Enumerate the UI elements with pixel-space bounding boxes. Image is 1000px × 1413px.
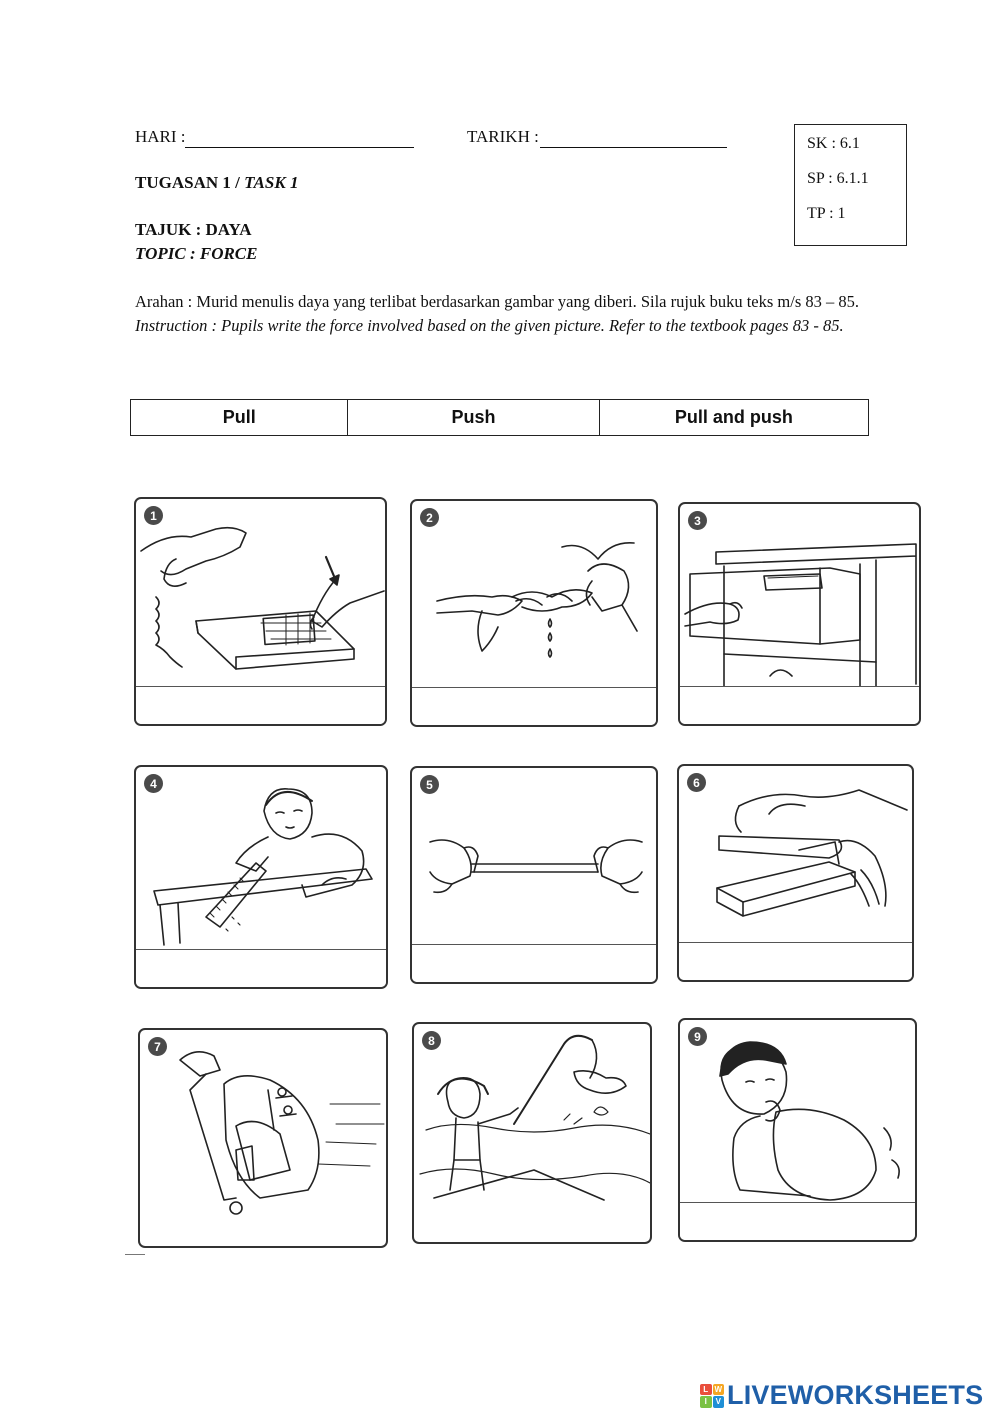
drawer-icon <box>680 504 921 690</box>
picture-card-4 <box>134 765 388 989</box>
picture-number-4: 4 <box>144 774 163 793</box>
word-bank <box>130 399 869 436</box>
answer-field-5[interactable] <box>412 944 656 982</box>
sawing-wood-icon <box>136 767 388 953</box>
picture-card-6 <box>677 764 914 982</box>
logo-mark-l: L <box>700 1384 712 1396</box>
picture-card-7 <box>138 1028 388 1248</box>
sk-code: SK : 6.1 <box>807 135 860 152</box>
blow-balloon-icon <box>680 1020 917 1206</box>
tajuk-title: TAJUK : DAYA <box>135 220 252 239</box>
answer-field-3[interactable] <box>680 686 919 724</box>
picture-card-9 <box>678 1018 917 1242</box>
liveworksheets-logo <box>700 1380 983 1411</box>
hari-blank[interactable] <box>185 147 414 148</box>
fishing-icon <box>414 1024 652 1206</box>
picture-card-3 <box>678 502 921 726</box>
tarikh-label: TARIKH : <box>467 127 539 146</box>
task-label: TUGASAN 1 / <box>135 173 245 192</box>
picture-card-2 <box>410 499 658 727</box>
picture-number-7: 7 <box>148 1037 167 1056</box>
planing-wood-icon <box>679 766 914 946</box>
stray-mark <box>125 1254 145 1255</box>
logo-mark-w: W <box>714 1384 723 1394</box>
picture-number-8: 8 <box>422 1031 441 1050</box>
picture-card-5 <box>410 766 658 984</box>
sp-code: SP : 6.1.1 <box>807 170 869 187</box>
task-label-en: TASK 1 <box>244 173 299 192</box>
instruction-malay: Arahan : Murid menulis daya yang terlibat berdasarkan gambar yang diberi. Sila rujuk buku teks m/s 83 – 85. <box>135 292 859 311</box>
picture-number-9: 9 <box>688 1027 707 1046</box>
picture-number-1: 1 <box>144 506 163 525</box>
answer-field-4[interactable] <box>136 949 386 987</box>
picture-number-3: 3 <box>688 511 707 530</box>
answer-field-2[interactable] <box>412 687 656 725</box>
stretch-rubber-band-icon <box>412 768 658 948</box>
tp-code: TP : 1 <box>807 205 846 222</box>
telephone-dial-icon <box>136 499 387 689</box>
topic-title: TOPIC : FORCE <box>135 244 258 263</box>
word-pull[interactable]: Pull <box>131 400 348 435</box>
instruction-english: Instruction : Pupils write the force involved based on the given picture. Refer to the textbook pages 83 - 85. <box>135 316 844 335</box>
picture-number-2: 2 <box>420 508 439 527</box>
picture-number-5: 5 <box>420 775 439 794</box>
answer-field-6[interactable] <box>679 942 912 980</box>
logo-mark-i: I <box>700 1396 712 1408</box>
tarikh-blank[interactable] <box>540 147 727 148</box>
answer-field-9[interactable] <box>680 1202 915 1240</box>
trolley-bag-icon <box>140 1030 388 1246</box>
logo-mark-icon <box>700 1384 724 1408</box>
logo-mark-v: V <box>713 1396 725 1408</box>
task-heading <box>135 173 298 193</box>
answer-field-1[interactable] <box>136 686 385 724</box>
wring-cloth-icon <box>412 501 658 691</box>
word-pull-and-push[interactable]: Pull and push <box>674 407 793 427</box>
picture-number-6: 6 <box>687 773 706 792</box>
hari-label: HARI : <box>135 127 186 146</box>
word-push[interactable]: Push <box>348 400 599 435</box>
logo-text: LIVEWORKSHEETS <box>727 1380 984 1410</box>
picture-card-8 <box>412 1022 652 1244</box>
picture-card-1 <box>134 497 387 726</box>
curriculum-code-box <box>794 124 907 246</box>
